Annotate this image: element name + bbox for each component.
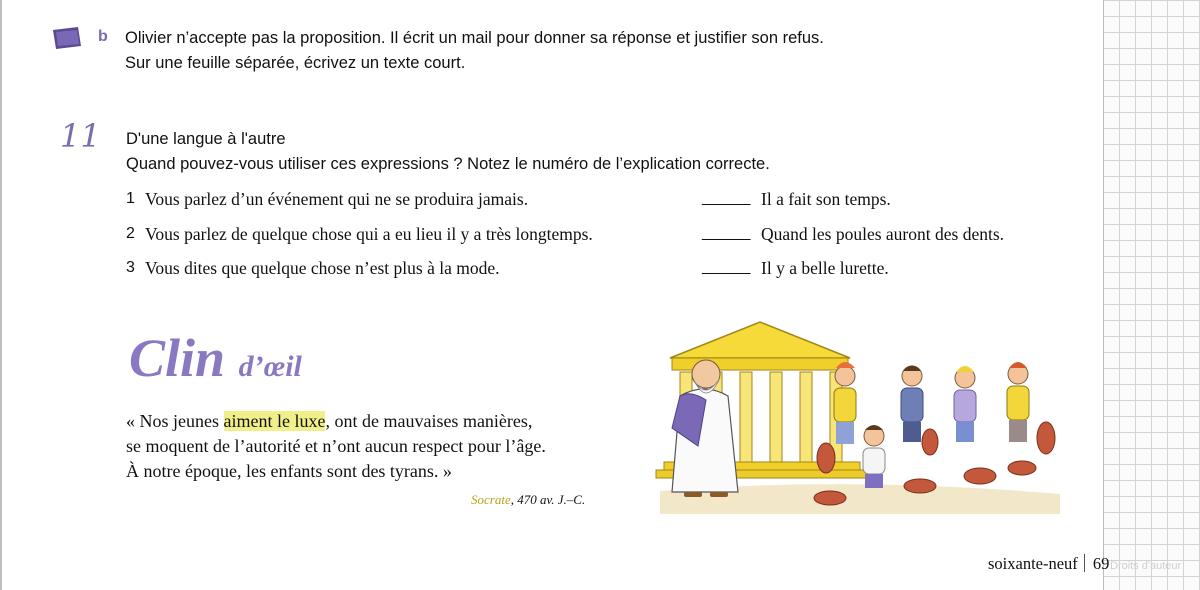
exercise-b-line-1: Olivier n’accepte pas la proposition. Il écrit un mail pour donner sa réponse et justifier son refus. xyxy=(125,29,824,47)
source-author: Socrate xyxy=(471,492,511,507)
section-title-sub: d’œil xyxy=(238,350,302,383)
answer-blank[interactable]: ______ xyxy=(702,224,750,241)
section-title-main: Clin xyxy=(129,328,226,388)
quote-line-2: se moquent de l’autorité et n’ont aucun respect pour l’âge. xyxy=(126,436,546,456)
page-number-words: soixante-neuf xyxy=(988,554,1078,573)
answer-blank[interactable]: ______ xyxy=(702,189,750,206)
quote-text: « Nos jeunes xyxy=(126,411,224,431)
item-number: 2 xyxy=(126,225,135,242)
copyright-watermark: Droits d'auteur xyxy=(1110,560,1182,572)
answer-blank[interactable]: ______ xyxy=(702,258,750,275)
item-expression: Il a fait son temps. xyxy=(761,189,891,209)
item-expression: Il y a belle lurette. xyxy=(761,258,889,278)
exercise-instruction: Quand pouvez-vous utiliser ces expressions ? Notez le numéro de l’explication correcte. xyxy=(126,155,770,173)
item-expression: Quand les poules auront des dents. xyxy=(761,224,1005,244)
folder-tab-icon xyxy=(50,27,82,49)
item-number: 3 xyxy=(126,259,135,276)
quote-source xyxy=(471,492,585,508)
item-number: 1 xyxy=(126,190,135,207)
socrates-temple-illustration xyxy=(650,316,1070,514)
exercise-b-line-2: Sur une feuille séparée, écrivez un texte court. xyxy=(125,54,466,72)
page-footer xyxy=(988,554,1109,574)
quote-text: , ont de mauvaises manières, xyxy=(325,411,533,431)
page-number: 69 xyxy=(1092,554,1110,573)
graph-paper-margin xyxy=(1103,0,1200,590)
footer-divider xyxy=(1084,554,1085,572)
quote-line-1 xyxy=(126,411,532,432)
quote-line-3: À notre époque, les enfants sont des tyrans. » xyxy=(126,461,452,481)
exercise-letter: b xyxy=(98,28,108,45)
exercise-title: D'une langue à l'autre xyxy=(126,130,286,148)
page-edge-divider xyxy=(1103,0,1104,590)
highlighted-text: aiment le luxe xyxy=(223,411,326,431)
exercise-number: 11 xyxy=(60,117,101,155)
item-explanation: Vous dites que quelque chose n’est plus à la mode. xyxy=(145,258,500,278)
item-explanation: Vous parlez de quelque chose qui a eu lieu il y a très longtemps. xyxy=(145,224,593,244)
section-title xyxy=(129,327,302,389)
source-date: , 470 av. J.–C. xyxy=(510,492,586,507)
item-explanation: Vous parlez d’un événement qui ne se produira jamais. xyxy=(145,189,529,209)
